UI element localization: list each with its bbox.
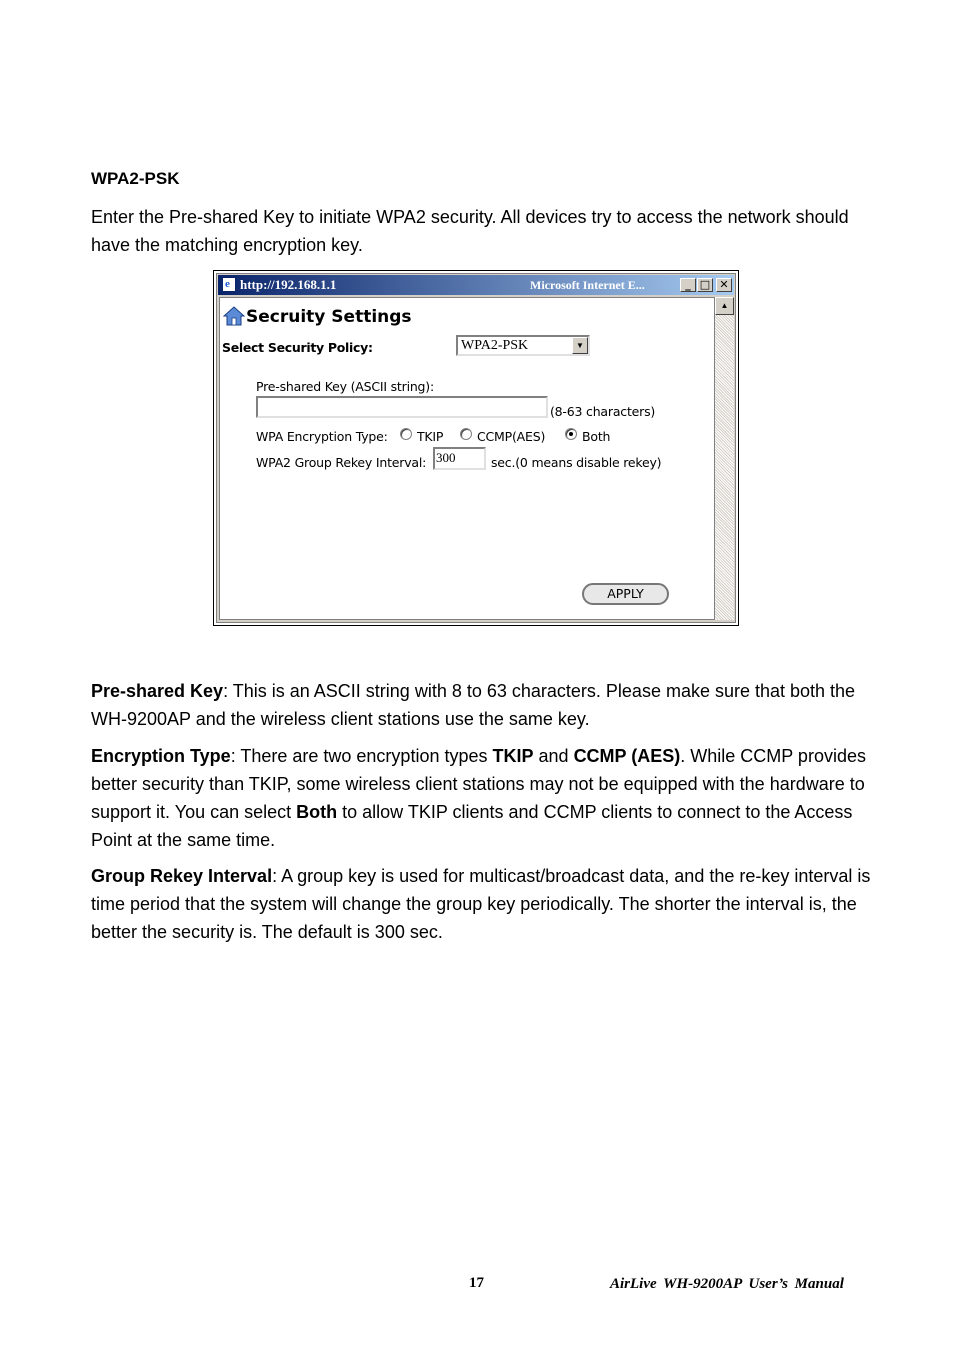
title-bar[interactable] [218,275,734,295]
term-pre-shared-key: Pre-shared Key [91,681,224,701]
desc-text: and [533,746,574,766]
psk-hint: (8-63 characters) [550,404,656,419]
policy-label: Select Security Policy: [222,340,373,355]
term-tkip: TKIP [492,746,534,766]
screenshot-frame [213,270,739,626]
desc-group-rekey [91,862,871,946]
policy-value: WPA2-PSK [461,338,529,353]
page-title: Secruity Settings [246,307,412,327]
desc-text: : This is an ASCII string with 8 to 63 characters. Please make sure that both the WH-9200AP and the wireless client stations use the same key. [91,681,856,729]
window-title-right: Microsoft Internet E... [530,278,645,292]
desc-text: to allow TKIP clients and CCMP clients to connect to the Access Point at the same time. [91,802,853,850]
security-policy-select[interactable] [456,335,590,356]
intro-paragraph: Enter the Pre-shared Key to initiate WPA2 security. All devices try to access the network should have the matching encryption key. [91,207,849,255]
minimize-button[interactable]: _ [680,278,696,292]
desc-encryption-type [91,742,871,854]
rekey-label: WPA2 Group Rekey Interval: [256,455,427,470]
desc-text: : There are two encryption types [230,746,493,766]
radio-ccmp-label: CCMP(AES) [477,429,546,444]
manual-title: AirLive WH-9200AP User’s Manual [610,1276,844,1292]
radio-both[interactable] [565,428,577,440]
page-content [219,297,715,620]
radio-tkip-label: TKIP [417,429,444,444]
apply-button[interactable]: APPLY [582,583,669,605]
vertical-scrollbar[interactable] [715,297,734,620]
page-number: 17 [469,1275,484,1291]
psk-input[interactable] [256,396,548,418]
desc-pre-shared-key [91,677,871,733]
desc-text: : A group key is used for multicast/broadcast data, and the re-key interval is time period that the system will change the group key periodically. The shorter the interval is, the better the security is. The default is 300 sec. [91,866,871,942]
browser-window [216,273,736,623]
section-title: WPA2-PSK [91,169,180,188]
term-ccmp: CCMP (AES) [573,746,681,766]
term-both: Both [296,802,338,822]
radio-ccmp[interactable] [460,428,472,440]
close-button[interactable]: ✕ [716,278,732,292]
rekey-input[interactable]: 300 [433,447,486,470]
chevron-down-icon[interactable]: ▼ [572,337,588,354]
maximize-button[interactable]: □ [697,278,713,292]
window-title: http://192.168.1.1 [240,277,337,292]
ie-icon: e [222,277,236,292]
psk-label: Pre-shared Key (ASCII string): [256,379,434,394]
term-encryption-type: Encryption Type [91,746,231,766]
radio-tkip[interactable] [400,428,412,440]
encryption-type-label: WPA Encryption Type: [256,429,388,444]
desc-text: . While CCMP provides better security than TKIP, some wireless client stations may not be equipped with the hardware to support it. You can select [91,746,866,822]
radio-both-label: Both [582,429,611,444]
term-group-rekey-interval: Group Rekey Interval [91,866,273,886]
rekey-hint: sec.(0 means disable rekey) [491,455,662,470]
house-icon [223,305,245,327]
scroll-up-icon[interactable]: ▲ [715,297,734,315]
